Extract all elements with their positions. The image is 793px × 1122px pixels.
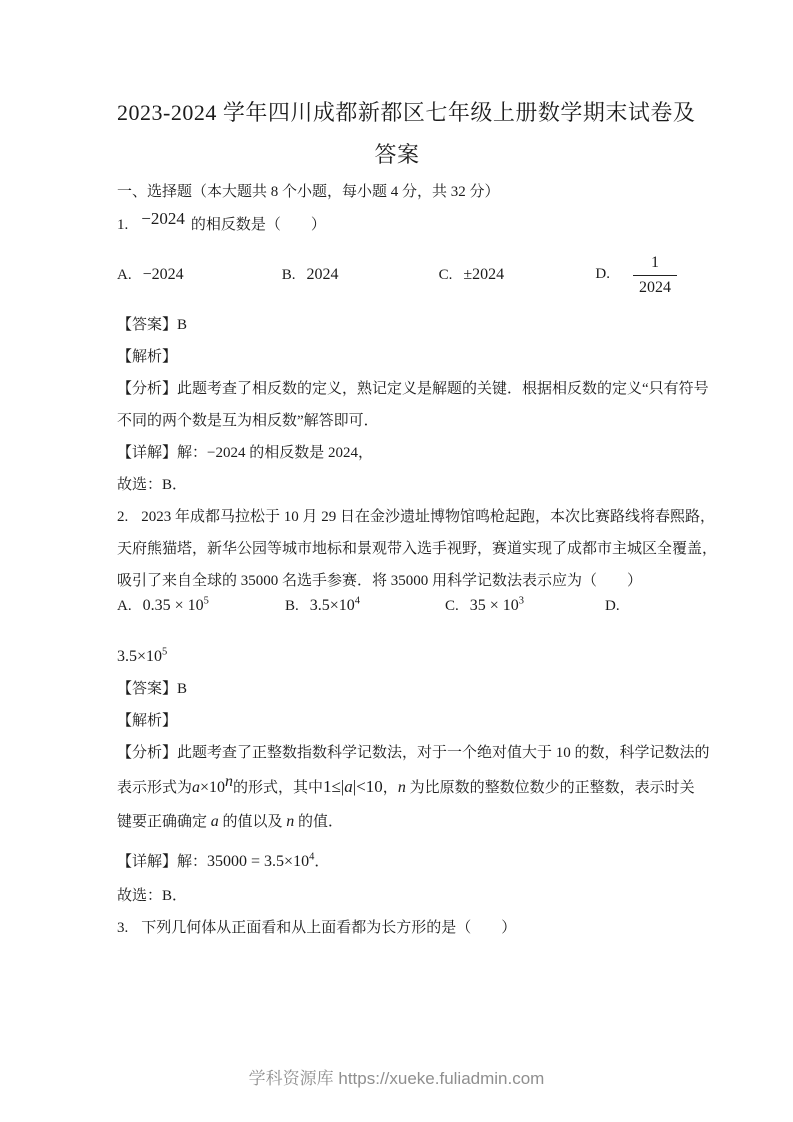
option-c-exponent: 3 <box>518 595 525 607</box>
answer-value: B <box>177 681 188 697</box>
question-2-detail <box>117 844 677 880</box>
math-variable-n: n <box>397 779 406 796</box>
document-content <box>117 0 718 944</box>
option-c-value <box>470 597 524 614</box>
question-1-option-b <box>282 266 439 284</box>
question-2-option-a <box>117 597 285 615</box>
question-2-number: 2. <box>117 509 129 525</box>
question-2-answer <box>117 673 677 705</box>
question-2-analysis-line-2 <box>117 769 695 806</box>
detail-math-exponent: 4 <box>309 851 315 863</box>
detail-tag: 【详解】 <box>117 445 178 461</box>
question-1-detail <box>117 437 677 469</box>
footer-watermark: 学科资源库 https://xueke.fuliadmin.com <box>248 1069 545 1088</box>
math-times-ten: ×10 <box>200 779 226 796</box>
option-c-base: 35 × 10 <box>469 597 519 614</box>
question-2-stem-line-2: 天府熊猫塔，新华公园等城市地标和景观带入选手视野，赛道实现了成都市主城区全覆盖， <box>117 541 718 557</box>
option-b-value: 2024 <box>306 266 339 283</box>
option-d-base: 3.5×10 <box>117 648 163 665</box>
section-heading: 一、选择题（本大题共 8 个小题，每小题 4 分，共 32 分） <box>117 184 500 200</box>
option-c-value: ±2024 <box>463 266 505 283</box>
analysis-text: 键要正确确定 <box>117 814 211 830</box>
question-1-stem-text: 的相反数是（ ） <box>190 217 326 233</box>
detail-text: 解：−2024 的相反数是 2024， <box>177 445 373 461</box>
question-1-stem-math: −2024 <box>141 209 185 228</box>
analysis-text: 此题考查了相反数的定义，熟记定义是解题的关键．根据相反数的定义“只有符号 <box>177 381 709 397</box>
analysis-text: 的值． <box>294 814 344 830</box>
detail-tag: 【详解】 <box>117 854 178 870</box>
question-2-option-b <box>285 597 445 615</box>
option-a-label: A. <box>117 267 132 283</box>
answer-value: B <box>177 317 188 333</box>
question-1-option-d <box>595 251 677 298</box>
question-1-jiexi-tag: 【解析】 <box>117 349 178 365</box>
detail-text: ． <box>314 854 330 870</box>
question-3-stem-text: 下列几何体从正面看和从上面看都为长方形的是（ ） <box>141 920 517 936</box>
detail-math-base: 35000 = 3.5×10 <box>207 853 310 870</box>
title-line-2: 答案 <box>374 142 420 167</box>
question-2-analysis-line-3 <box>117 806 677 838</box>
analysis-text: 的形式，其中 <box>233 780 324 796</box>
question-2-stem-line-3: 吸引了来自全球的 35000 名选手参赛．将 35000 用科学记数法表示应为（ ） <box>117 573 643 589</box>
question-2-analysis-line-1 <box>117 737 710 769</box>
math-inequality-left: 1≤| <box>323 777 345 796</box>
fraction <box>633 251 677 298</box>
question-2-option-d <box>605 598 677 615</box>
option-a-exponent: 5 <box>203 595 209 607</box>
question-1-analysis-line-1 <box>117 373 709 405</box>
analysis-text: ， <box>382 780 398 796</box>
analysis-text: 的值以及 <box>218 814 287 830</box>
option-d-label: D. <box>595 266 611 283</box>
option-b-value <box>310 597 360 614</box>
question-2-option-d-value <box>117 641 677 673</box>
question-2-stem-text-1: 2023 年成都马拉松于 10 月 29 日在金沙遗址博物馆鸣枪起跑，本次比赛路线将春熙路， <box>141 509 716 525</box>
option-c-label: C. <box>438 267 453 283</box>
option-a-value <box>143 597 209 614</box>
analysis-text: 为比原数的整数位数少的正整数，表示时关 <box>405 780 695 796</box>
fraction-numerator: 1 <box>651 254 660 272</box>
option-c-label: C. <box>445 598 459 614</box>
question-2-stem-line-1 <box>117 501 716 533</box>
analysis-tag: 【分析】 <box>117 381 178 397</box>
detail-math <box>207 853 314 870</box>
question-2-conclusion: 故选：B． <box>117 888 188 904</box>
math-variable-a: a <box>192 779 201 796</box>
question-1-number: 1. <box>117 217 129 233</box>
option-a-value: −2024 <box>142 266 184 283</box>
fraction-denominator: 2024 <box>633 275 677 299</box>
question-1-analysis-line-2: 不同的两个数是互为相反数”解答即可． <box>117 413 379 429</box>
title-line-1: 2023-2024 学年四川成都新都区七年级上册数学期末试卷及 <box>117 100 696 125</box>
answer-tag: 【答案】 <box>117 317 178 333</box>
analysis-tag: 【分析】 <box>117 745 178 761</box>
option-a-base: 0.35 × 10 <box>142 597 204 614</box>
question-2-option-c <box>445 597 605 615</box>
question-1-option-a <box>117 266 282 284</box>
question-2-jiexi-tag: 【解析】 <box>117 713 178 729</box>
question-2-options <box>117 597 677 629</box>
question-1-stem <box>117 208 677 241</box>
option-b-label: B. <box>281 267 296 283</box>
analysis-text: 此题考查了正整数指数科学记数法，对于一个绝对值大于 10 的数，科学记数法的 <box>177 745 710 761</box>
option-b-base: 3.5×10 <box>309 597 355 614</box>
math-inequality-right: |<10 <box>352 777 383 796</box>
question-3-number: 3. <box>117 920 129 936</box>
question-1-options <box>117 241 677 309</box>
option-b-exponent: 4 <box>354 595 361 607</box>
option-b-label: B. <box>285 598 299 614</box>
math-variable-n: n <box>286 813 295 830</box>
answer-tag: 【答案】 <box>117 681 178 697</box>
question-1-option-c <box>439 266 596 284</box>
math-variable-a: a <box>344 777 353 796</box>
math-variable-a: a <box>210 813 219 830</box>
option-d-exponent: 5 <box>162 646 168 658</box>
question-1-answer <box>117 309 677 341</box>
question-1-conclusion: 故选：B． <box>117 477 188 493</box>
option-a-label: A. <box>117 598 132 614</box>
option-d-value <box>117 648 167 665</box>
math-exponent-n: n <box>225 773 234 790</box>
analysis-text: 表示形式为 <box>117 780 193 796</box>
detail-text: 解： <box>177 854 208 870</box>
question-3-stem <box>117 912 677 944</box>
page-title <box>117 92 696 176</box>
option-d-label: D. <box>605 598 620 614</box>
